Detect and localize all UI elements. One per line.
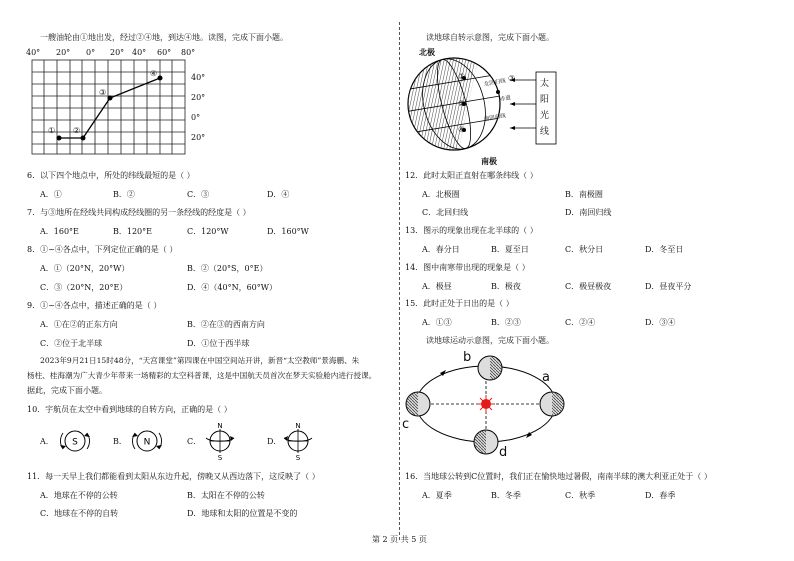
intro-text-1: 一艘油轮由①地出发，经过②④地，到达④地。读图，完成下面小题。 [40,33,288,42]
earth-orbit-figure [400,346,580,468]
question-8: 8．①~④各点中，下列定位正确的是（ ） [27,245,178,254]
option[interactable]: C．②位于北半球 [40,339,103,348]
option[interactable]: B．南极圈 [565,190,603,199]
option[interactable]: C． [187,437,202,446]
option[interactable]: A．160°E [40,227,79,236]
globe-letter: N [143,437,151,448]
option[interactable]: D．④（40°N，60°W） [187,283,277,292]
north-pole-label: 北极 [419,47,435,57]
option[interactable]: A．①在②的正东方向 [40,320,118,329]
option[interactable]: B．②（20°S，0°E） [187,264,268,273]
option[interactable]: D．①位于西半球 [187,339,250,348]
option[interactable]: A．地球在不停的公转 [40,491,118,500]
intro-text-2c: 据此，完成下面小题。 [27,386,107,395]
lon-label: 20° [110,48,125,57]
option[interactable]: A．春分日 [422,245,460,254]
sun-rays-label: 太 [540,79,550,89]
point-label: ① [458,72,466,81]
globe-letter: S [295,454,301,461]
option[interactable]: B．太阳在不停的公转 [187,491,265,500]
rotation-globe-a [58,427,92,455]
lat-label: 0° [191,113,201,122]
intro-text-2: 2023年9月21日15时48分，“天宫课堂”第四课在中国空间站开讲，新晋“太空教师”景海鹏、朱 [40,356,360,365]
option[interactable]: D．南回归线 [565,208,612,217]
question-11: 11．每一天早上我们都能看到太阳从东边升起，傍晚又从西边落下，这反映了（ ） [27,472,320,481]
lon-label: 20° [56,48,71,57]
point-label: ① [48,126,56,135]
option[interactable]: D．春季 [645,491,676,500]
point-label: ② [458,99,466,108]
sun-rays-label: 阳 [540,95,550,105]
tropic-label: 赤道 [499,95,512,103]
option[interactable]: C．120°W [187,227,229,236]
point-label: ② [73,126,81,135]
lon-label: 0° [86,48,96,57]
orbit-label: b [463,350,472,365]
page-footer: 第 2 页 共 5 页 [372,535,427,544]
intro-text-4: 读地球运动示意图，完成下面小题。 [426,336,554,345]
option[interactable]: D．③④ [645,318,676,327]
question-13: 13．图示的现象出现在北半球的（ ） [405,226,538,235]
option[interactable]: B．极夜 [491,282,521,291]
intro-text-3: 读地球自转示意图，完成下面小题。 [426,33,554,42]
lon-label: 60° [157,48,172,57]
option[interactable]: B．②在③的西南方向 [187,320,265,329]
sun-rays-label: 线 [540,127,550,137]
option[interactable]: C．②④ [565,318,596,327]
question-12: 12．此时太阳正直射在哪条纬线（ ） [405,171,538,180]
option[interactable]: A．①（20°N，20°W） [40,264,130,273]
globe-letter: S [72,437,78,448]
intro-text-2b: 杨柱、桂海潮为广大青少年带来一场精彩的太空科普课，这是中国航天员首次在梦天实验舱内进行授课。 [27,371,377,380]
option[interactable]: C．③ [187,190,210,199]
orbit-label: c [402,417,410,432]
option[interactable]: B．夏至日 [491,245,529,254]
sun-rays-label: 光 [540,111,550,121]
option[interactable]: A．① [40,190,62,199]
lon-label: 40° [26,48,41,57]
question-16: 16．当地球公转到C位置时，我们正在愉快地过暑假，南南半球的澳大利亚正处于（ ） [405,472,712,481]
option[interactable]: A．北极圈 [422,190,460,199]
option[interactable]: C．极昼极夜 [565,282,612,291]
lat-lon-grid [30,58,190,158]
option[interactable]: D．地球和太阳的位置是不变的 [187,509,298,518]
option[interactable]: D．④ [267,190,290,199]
question-7: 7．与③地所在经线共同构成经线圈的另一条经线的经度是（ ） [27,208,251,217]
option[interactable]: C．③（20°N，20°E） [40,283,128,292]
question-15: 15．此时正处于日出的是（ ） [405,299,514,308]
option[interactable]: A．①③ [422,318,452,327]
rotation-globe-b [130,427,164,455]
globe-letter: S [217,454,223,461]
option[interactable]: B． [113,437,127,446]
option[interactable]: C．北回归线 [422,208,469,217]
point-label: ④ [458,125,466,134]
tropic-label: 北回归线 [483,78,507,88]
option[interactable]: B．②③ [491,318,521,327]
option[interactable]: C．地球在不停的自转 [40,509,119,518]
globe-letter: N [295,422,301,430]
south-pole-label: 南极 [481,156,497,166]
lon-label: 80° [181,48,196,57]
rotation-globe-d [278,421,318,461]
tropic-label: 南回归线 [483,113,507,123]
question-9: 9．①~④各点中，描述正确的是（ ） [27,301,162,310]
option[interactable]: B．120°E [113,227,152,236]
lat-label: 20° [191,93,206,102]
option[interactable]: A． [40,437,54,446]
option[interactable]: D．160°W [267,227,309,236]
point-label: ③ [508,74,516,83]
orbit-label: a [542,370,550,385]
option[interactable]: C．秋分日 [565,245,604,254]
point-label: ③ [99,88,107,97]
question-6: 6．以下四个地点中，所处的纬线最短的是（ ） [27,171,195,180]
point-label: ④ [150,69,158,78]
option[interactable]: C．秋季 [565,491,596,500]
question-14: 14．图中南寒带出现的现象是（ ） [405,263,530,272]
option[interactable]: D． [267,437,282,446]
option[interactable]: A．极昼 [422,282,452,291]
rotation-globe-c [200,421,240,461]
globe-letter: N [217,422,223,430]
option[interactable]: D．冬至日 [645,245,684,254]
lat-label: 20° [191,133,206,142]
orbit-label: d [499,445,508,460]
lat-label: 40° [191,73,206,82]
option[interactable]: A．夏季 [422,491,452,500]
option[interactable]: B．冬季 [491,491,521,500]
question-10: 10．宇航员在太空中看到地球的自转方向，正确的是（ ） [27,405,232,414]
option[interactable]: D．昼夜平分 [645,282,692,291]
earth-rotation-figure [402,46,562,166]
lon-label: 40° [132,48,147,57]
option[interactable]: B．② [113,190,135,199]
